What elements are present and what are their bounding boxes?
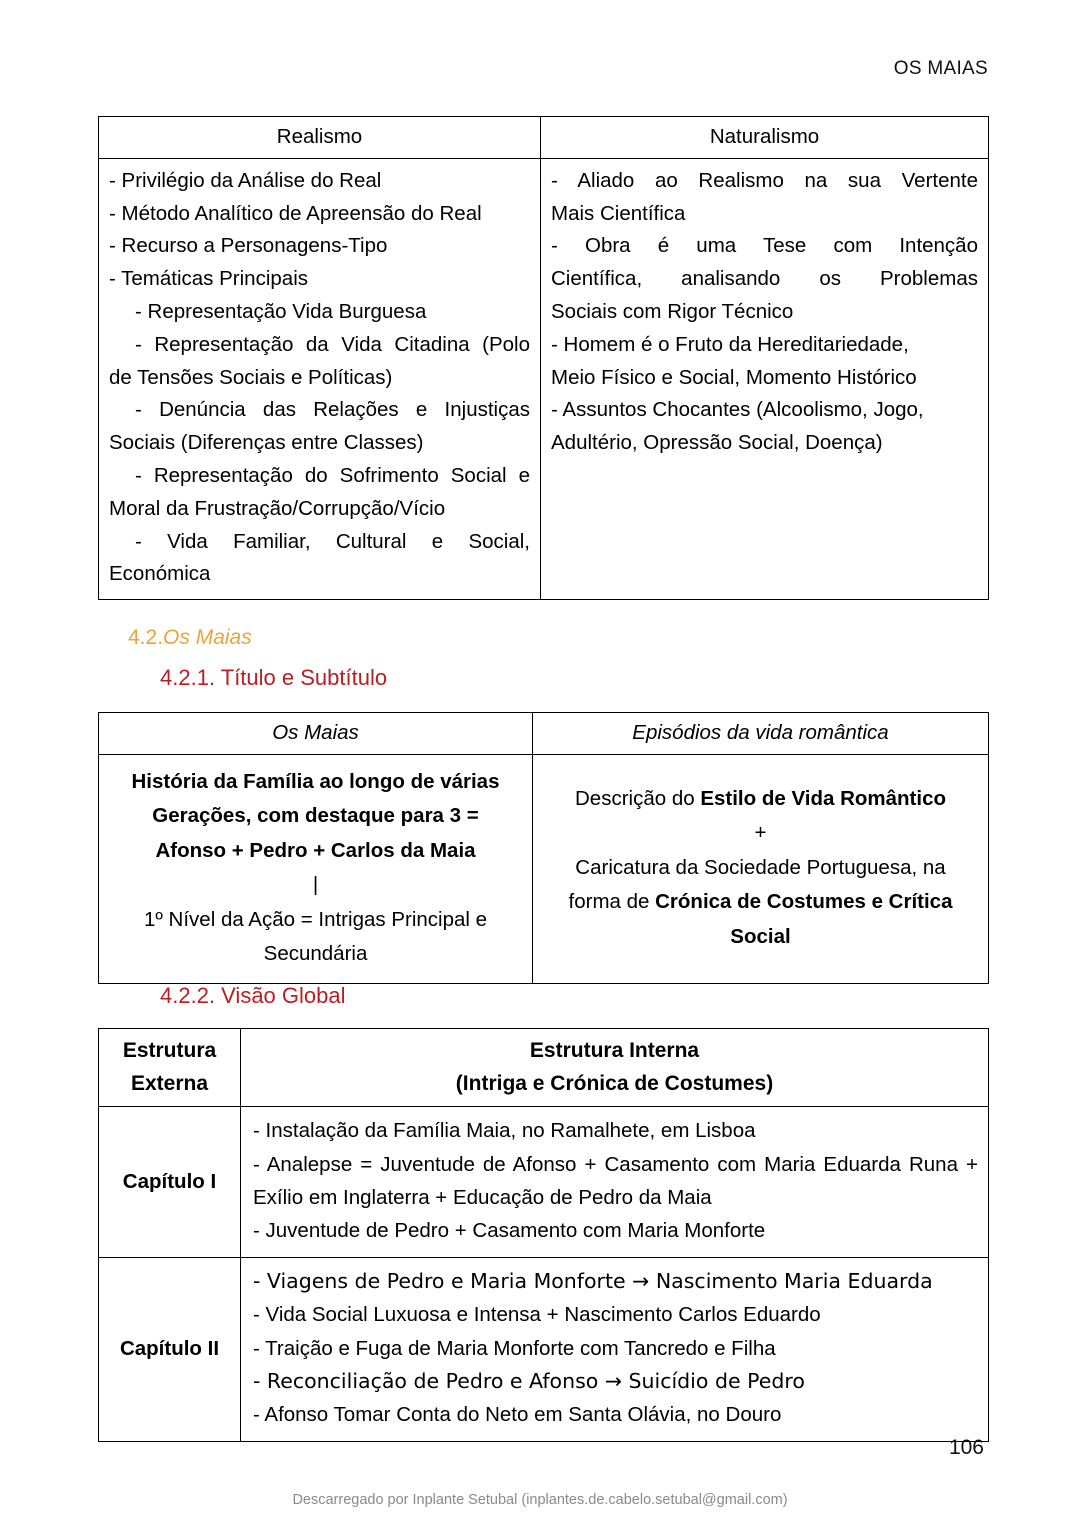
list-item: - Método Analítico de Apreensão do Real xyxy=(109,201,482,225)
cell-capitulo-ii-items xyxy=(241,1257,989,1441)
section-heading-4-2-1: 4.2.1. Título e Subtítulo xyxy=(160,665,388,690)
table-visao-global xyxy=(98,1028,989,1442)
table-row xyxy=(99,1257,989,1441)
header-line: Externa xyxy=(130,1071,209,1095)
section-heading-4-2 xyxy=(128,626,252,650)
list-item: Moral da Frustração/Corrupção/Vício xyxy=(109,496,446,520)
list-item: - Vida Familiar, Cultural e Social, xyxy=(135,529,530,553)
list-item: - Analepse = Juventude de Afonso + Casamento com Maria Eduarda Runa + Exílio em Inglaterra + Educação de Pedro da Maia xyxy=(253,1152,978,1209)
column-header-episodios-vida-romantica: Episódios da vida romântica xyxy=(533,713,989,755)
cell-episodios-content xyxy=(533,754,989,984)
list-item: Adultério, Opressão Social, Doença) xyxy=(551,431,883,455)
column-header-estrutura-interna xyxy=(241,1029,989,1107)
table-row xyxy=(99,117,989,159)
list-item: - Obra é uma Tese com Intenção xyxy=(551,234,978,258)
header-line: Estrutura xyxy=(122,1039,217,1062)
list-item: Mais Científica xyxy=(551,201,686,225)
text-line: Secundária xyxy=(263,941,368,965)
chapter-label-capitulo-i: Capítulo I xyxy=(99,1107,241,1258)
list-item: Científica, analisando os Problemas xyxy=(551,267,978,291)
cell-capitulo-i-items xyxy=(241,1107,989,1258)
table-row xyxy=(99,158,989,599)
naturalismo-list xyxy=(551,165,978,460)
list-item: - Temáticas Principais xyxy=(109,267,308,291)
list-item: - Homem é o Fruto da Hereditariedade, xyxy=(551,332,909,356)
list-item: - Representação da Vida Citadina (Polo xyxy=(135,332,530,356)
list-item: - Vida Social Luxuosa e Intensa + Nascimento Carlos Eduardo xyxy=(253,1303,821,1327)
list-item: - Reconciliação de Pedro e Afonso → Suicídio de Pedro xyxy=(253,1368,805,1393)
text-line: Afonso + Pedro + Carlos da Maia xyxy=(155,838,476,862)
text-line: Gerações, com destaque para 3 = xyxy=(152,804,479,828)
list-item: - Privilégio da Análise do Real xyxy=(109,168,382,192)
download-watermark-note: Descarregado por Inplante Setubal (inplantes.de.cabelo.setubal@gmail.com) xyxy=(292,1492,788,1508)
section-number-4-2: 4.2. xyxy=(128,626,164,649)
connector-pipe: | xyxy=(312,873,319,897)
table-titulo-subtitulo xyxy=(98,712,989,984)
list-item: - Assuntos Chocantes (Alcoolismo, Jogo, xyxy=(551,398,924,422)
text-prefix: Descrição do xyxy=(574,787,701,811)
list-item: de Tensões Sociais e Políticas) xyxy=(109,365,393,389)
episodios-line-1 xyxy=(547,782,974,816)
header-line: (Intriga e Crónica de Costumes) xyxy=(455,1071,774,1095)
column-header-realismo: Realismo xyxy=(99,117,541,159)
section-heading-4-2-2: 4.2.2. Visão Global xyxy=(160,983,346,1008)
list-item: - Juventude de Pedro + Casamento com Maria Monforte xyxy=(253,1219,766,1243)
table-row xyxy=(99,713,989,755)
header-line: Estrutura Interna xyxy=(529,1039,700,1062)
list-item: - Recurso a Personagens-Tipo xyxy=(109,234,388,258)
list-item: - Instalação da Família Maia, no Ramalhete, em Lisboa xyxy=(253,1119,756,1143)
list-item: - Aliado ao Realismo na sua Vertente xyxy=(551,168,978,192)
text-emphasis: Estilo de Vida Romântico xyxy=(700,787,946,811)
list-item: - Viagens de Pedro e Maria Monforte → Nascimento Maria Eduarda xyxy=(253,1268,933,1293)
text-line: 1º Nível da Ação = Intrigas Principal e xyxy=(143,907,488,931)
table-row xyxy=(99,1107,989,1258)
list-item: Económica xyxy=(109,562,211,586)
list-item: Sociais (Diferenças entre Classes) xyxy=(109,431,424,455)
list-item: - Traição e Fuga de Maria Monforte com Tancredo e Filha xyxy=(253,1336,776,1360)
connector-plus: + xyxy=(754,821,767,845)
list-item: Meio Físico e Social, Momento Histórico xyxy=(551,365,917,389)
page-number: 106 xyxy=(948,1436,984,1459)
table-realismo-naturalismo xyxy=(98,116,989,600)
table-row xyxy=(99,1029,989,1107)
episodios-line-2 xyxy=(547,851,974,954)
list-item: - Afonso Tomar Conta do Neto em Santa Olávia, no Douro xyxy=(253,1403,782,1427)
text-emphasis: Crónica de Costumes e Crítica Social xyxy=(655,890,953,948)
list-item: Sociais com Rigor Técnico xyxy=(551,299,794,323)
chapter-label-capitulo-ii: Capítulo II xyxy=(99,1257,241,1441)
os-maias-plain-block xyxy=(113,903,518,972)
text-prefix: Caricatura da Sociedade Portuguesa, na forma de xyxy=(568,855,946,914)
list-item: - Representação Vida Burguesa xyxy=(135,299,427,323)
realismo-list xyxy=(109,165,530,591)
os-maias-bold-block xyxy=(113,765,518,868)
section-title-4-2: Os Maias xyxy=(163,626,252,649)
running-header-title: OS MAIAS xyxy=(893,58,988,79)
list-item: - Denúncia das Relações e Injustiças xyxy=(135,398,530,422)
cell-naturalismo-content xyxy=(541,158,989,599)
text-line: História da Família ao longo de várias xyxy=(131,769,500,793)
list-item: - Representação do Sofrimento Social e xyxy=(135,463,530,487)
column-header-naturalismo: Naturalismo xyxy=(541,117,989,159)
table-row xyxy=(99,754,989,984)
cell-os-maias-content xyxy=(99,754,533,984)
column-header-estrutura-externa xyxy=(99,1029,241,1107)
column-header-os-maias: Os Maias xyxy=(99,713,533,755)
cell-realismo-content xyxy=(99,158,541,599)
